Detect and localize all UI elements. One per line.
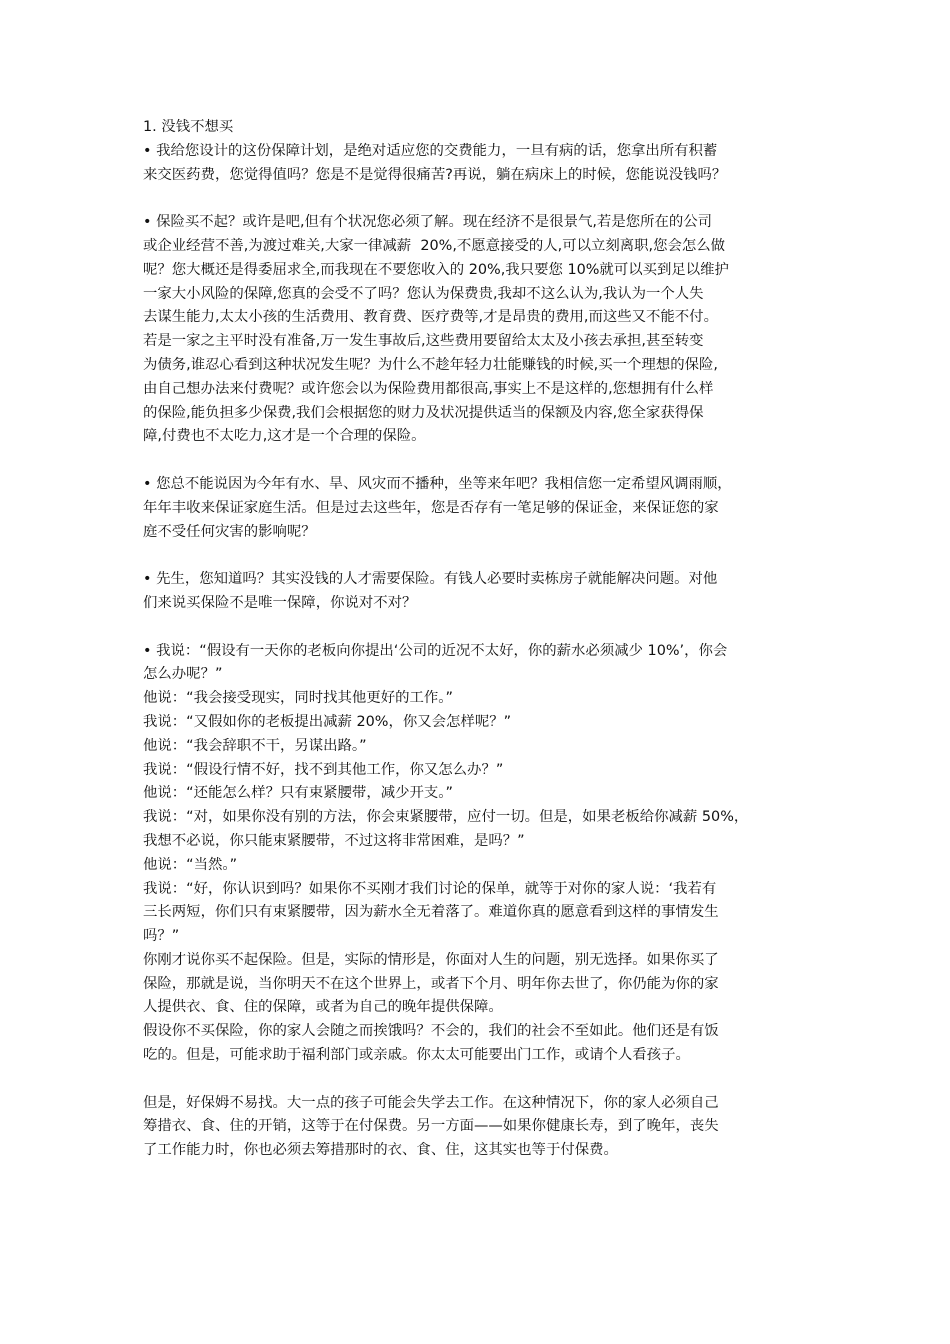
text-line: • 保险买不起？或许是吧,但有个状况您必须了解。现在经济不是很景气,若是您所在的公司 <box>143 214 713 231</box>
paragraph-spacer <box>143 187 813 211</box>
text-line: 若是一家之主平时没有准备,万一发生事故后,这些费用要留给太太及小孩去承担,甚至转变 <box>143 333 704 350</box>
paragraph-spacer <box>143 544 813 568</box>
text-line: 障,付费也不太吃力,这才是一个合理的保险。 <box>143 428 426 445</box>
text-line: 由自己想办法来付费呢？或许您会以为保险费用都很高,事实上不是这样的,您想拥有什么样 <box>143 380 714 397</box>
text-line: 你刚才说你买不起保险。但是，实际的情形是，你面对人生的问题，别无选择。如果你买了 <box>143 951 719 968</box>
text-line: 三长两短，你们只有束紧腰带，因为薪水全无着落了。难道你真的愿意看到这样的事情发生 <box>143 904 719 921</box>
text-line: 人提供衣、食、住的保障，或者为自己的晚年提供保障。 <box>143 999 503 1016</box>
document-page <box>143 116 813 1163</box>
text-line: 怎么办呢？” <box>143 666 223 683</box>
text-line: 我说：“假设行情不好，找不到其他工作，你又怎么办？” <box>143 761 504 778</box>
text-line: 一家大小风险的保障,您真的会受不了吗？您认为保费贵,我却不这么认为,我认为一个人失 <box>143 285 704 302</box>
text-line: 我说：“好，你认识到吗？如果你不买刚才我们讨论的保单，就等于对你的家人说：‘我若有 <box>143 880 717 897</box>
text-line: • 我说：“假设有一天你的老板向你提出‘公司的近况不太好，你的薪水必须减少 10%’，你会 <box>143 642 728 659</box>
paragraph-spacer <box>143 616 813 640</box>
text-line: 吃的。但是，可能求助于福利部门或亲戚。你太太可能要出门工作，或请个人看孩子。 <box>143 1047 690 1064</box>
text-line: 他说：“当然。” <box>143 856 238 873</box>
text-line: 或企业经营不善,为渡过难关,大家一律减薪 20%,不愿意接受的人,可以立刻离职,您会怎么做 <box>143 237 726 254</box>
text-line: 为债务,谁忍心看到这种状况发生呢？为什么不趁年轻力壮能赚钱的时候,买一个理想的保险, <box>143 356 718 373</box>
text-line: 保险，那就是说，当你明天不在这个世界上，或者下个月、明年你去世了，你仍能为你的家 <box>143 975 719 992</box>
text-line: 了工作能力时，你也必须去筹措那时的衣、食、住，这其实也等于付保费。 <box>143 1142 618 1159</box>
text-line: 他说：“我会辞职不干，另谋出路。” <box>143 737 367 754</box>
text-line: 的保险,能负担多少保费,我们会根据您的财力及状况提供适当的保额及内容,您全家获得保 <box>143 404 704 421</box>
text-line: 我想不必说，你只能束紧腰带，不过这将非常困难，是吗？” <box>143 832 525 849</box>
text-line: • 您总不能说因为今年有水、旱、风灾而不播种，坐等来年吧？我相信您一定希望风调雨顺， <box>143 475 732 492</box>
text-line: • 我给您设计的这份保障计划，是绝对适应您的交费能力，一旦有病的话，您拿出所有积蓄 <box>143 142 718 159</box>
text-line: 我说：“又假如你的老板提出减薪 20%，你又会怎样呢？” <box>143 713 512 730</box>
text-line: 我说：“对，如果你没有别的方法，你会束紧腰带，应付一切。但是，如果老板给你减薪 50%， <box>143 809 749 826</box>
section-title: 1. 没钱不想买 <box>143 119 234 135</box>
paragraph-spacer <box>143 1068 813 1092</box>
text-line: 庭不受任何灾害的影响呢？ <box>143 523 316 540</box>
text-line: 去谋生能力,太太小孩的生活费用、教育费、医疗费等,才是昂贵的费用,而这些又不能不付。 <box>143 309 718 326</box>
text-line: • 先生，您知道吗？其实没钱的人才需要保险。有钱人必要时卖栋房子就能解决问题。对他 <box>143 571 718 588</box>
text-line: 吗？” <box>143 928 180 945</box>
text-line: 呢？您大概还是得委屈求全,而我现在不要您收入的 20%,我只要您 10%就可以买到足以维护 <box>143 261 729 278</box>
text-line: 们来说买保险不是唯一保障，你说对不对？ <box>143 594 417 611</box>
text-line: 但是，好保姆不易找。大一点的孩子可能会失学去工作。在这种情况下，你的家人必须自己 <box>143 1094 719 1111</box>
text-line: 年年丰收来保证家庭生活。但是过去这些年，您是否存有一笔足够的保证金，来保证您的家 <box>143 499 719 516</box>
document-body <box>143 140 813 1163</box>
paragraph-spacer <box>143 449 813 473</box>
text-line: 来交医药费，您觉得值吗？您是不是觉得很痛苦?再说，躺在病床上的时候，您能说没钱吗？ <box>143 166 727 183</box>
text-line: 假设你不买保险，你的家人会随之而挨饿吗？不会的，我们的社会不至如此。他们还是有饭 <box>143 1023 719 1040</box>
text-line: 他说：“还能怎么样？只有束紧腰带，减少开支。” <box>143 785 453 802</box>
text-line: 他说：“我会接受现实，同时找其他更好的工作。” <box>143 690 453 707</box>
text-line: 筹措衣、食、住的开销，这等于在付保费。另一方面——如果你健康长寿，到了晚年，丧失 <box>143 1118 719 1135</box>
